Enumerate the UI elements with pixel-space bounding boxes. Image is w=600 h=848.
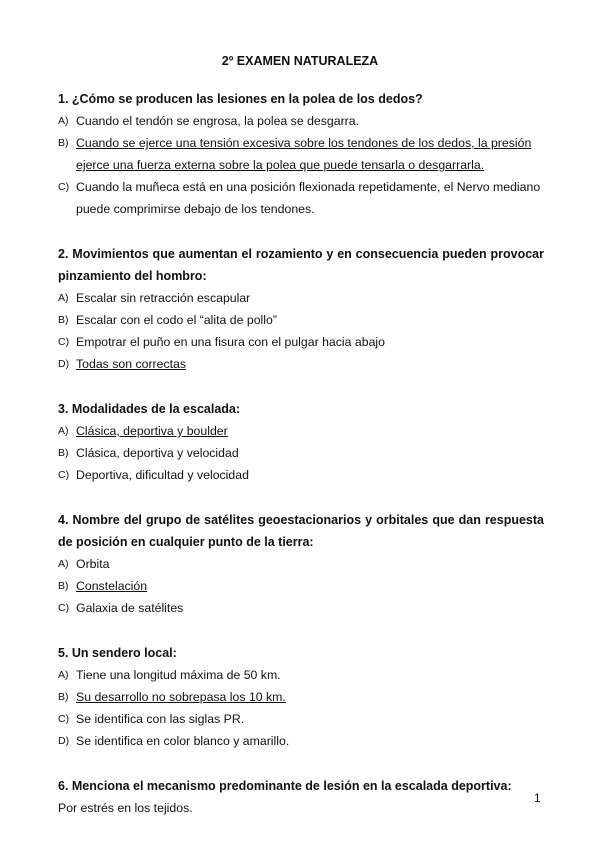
option-letter: B) [58,137,69,149]
option-c [58,176,544,220]
question-title: 1. ¿Cómo se producen las lesiones en la polea de los dedos? [58,92,423,106]
option-text: Clásica, deportiva y velocidad [76,446,239,460]
option-text: Escalar con el codo el “alita de pollo” [76,313,277,327]
option-letter: C) [58,713,70,725]
question-3 [58,398,544,486]
option-text-correct: Su desarrollo no sobrepasa los 10 km. [76,690,286,704]
option-b [58,442,544,464]
option-text: Se identifica en color blanco y amarillo. [76,734,290,748]
option-text: Cuando la muñeca está en una posición flexionada repetidamente, el Nervo mediano puede comprimirse debajo de los tendones. [76,180,541,216]
question-title: 3. Modalidades de la escalada: [58,402,241,416]
option-text-correct: Cuando se ejerce una tensión excesiva sobre los tendones de los dedos, la presión ejerce una fuerza externa sobre la polea que puede tensarla o desgarrarla. [76,136,532,172]
option-letter: A) [58,115,69,127]
question-4 [58,509,544,619]
question-title: 5. Un sendero local: [58,646,177,660]
page-number: 1 [534,791,541,805]
option-text: Se identifica con las siglas PR. [76,712,245,726]
option-letter: A) [58,558,69,570]
option-letter: A) [58,292,69,304]
option-letter: B) [58,447,69,459]
option-c [58,331,544,353]
option-text-correct: Todas son correctas [76,357,187,371]
option-letter: D) [58,735,70,747]
option-text: Orbita [76,557,110,571]
option-text: Tiene una longitud máxima de 50 km. [76,668,281,682]
question-5 [58,642,544,752]
option-text-correct: Constelación [76,579,148,593]
option-letter: B) [58,314,69,326]
question-1 [58,88,544,220]
option-c [58,708,544,730]
option-b [58,575,544,597]
option-a [58,110,544,132]
question-title: 4. Nombre del grupo de satélites geoestacionarios y orbitales que dan respuesta de posición en cualquier punto de la tierra: [58,513,544,549]
option-a [58,287,544,309]
option-text: Escalar sin retracción escapular [76,291,251,305]
option-letter: C) [58,602,70,614]
option-letter: A) [58,425,69,437]
option-letter: B) [58,691,69,703]
question-title: 2. Movimientos que aumentan el rozamiento y en consecuencia pueden provocar pinzamiento del hombro: [58,247,544,283]
option-b [58,686,544,708]
question-2 [58,243,544,375]
option-letter: D) [58,358,70,370]
option-text: Cuando el tendón se engrosa, la polea se desgarra. [76,114,360,128]
page-title: 2º EXAMEN NATURALEZA [221,54,379,68]
option-b [58,132,544,176]
option-a [58,420,544,442]
question-6 [58,775,544,819]
option-text: Deportiva, dificultad y velocidad [76,468,249,482]
question-list [58,88,544,823]
answer-text: Por estrés en los tejidos. [58,801,193,815]
option-c [58,464,544,486]
option-text: Empotrar el puño en una fisura con el pulgar hacia abajo [76,335,385,349]
option-a [58,664,544,686]
option-d [58,730,544,752]
option-b [58,309,544,331]
option-d [58,353,544,375]
option-letter: C) [58,469,70,481]
option-letter: A) [58,669,69,681]
option-letter: C) [58,336,70,348]
option-letter: B) [58,580,69,592]
option-text-correct: Clásica, deportiva y boulder [76,424,228,438]
option-letter: C) [58,181,70,193]
option-a [58,553,544,575]
option-text: Galaxia de satélites [76,601,184,615]
question-title: 6. Menciona el mecanismo predominante de lesión en la escalada deportiva: [58,779,512,793]
option-c [58,597,544,619]
